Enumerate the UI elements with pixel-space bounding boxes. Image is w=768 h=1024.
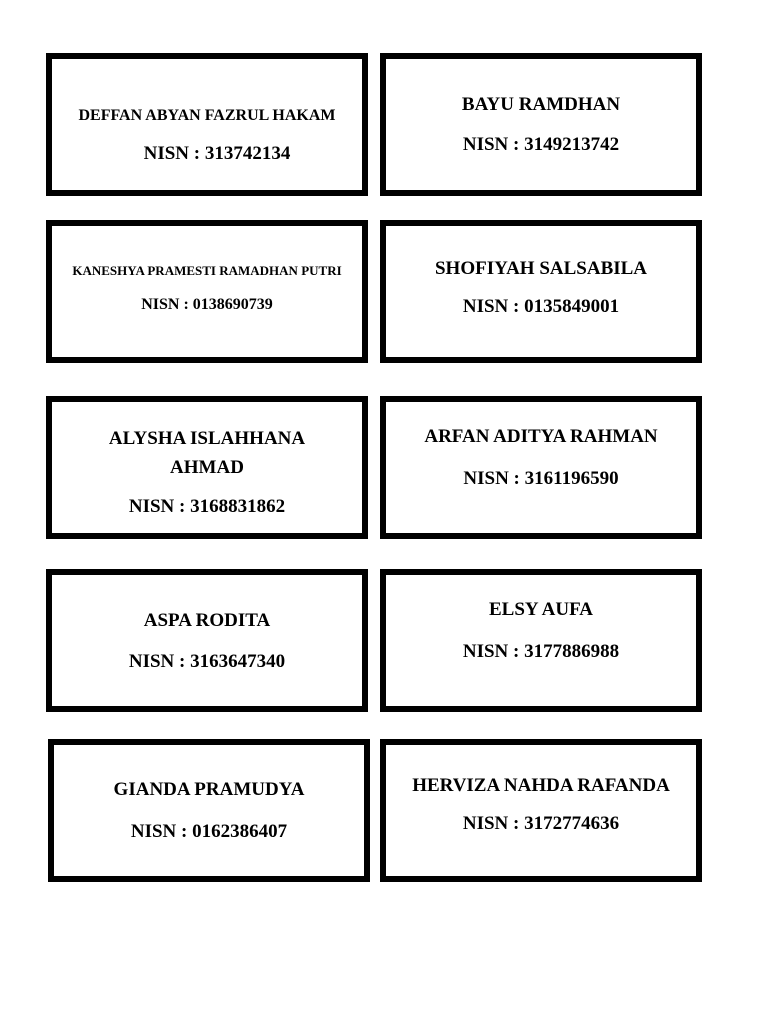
student-nisn: NISN : 3161196590 [463,468,619,489]
student-nisn: NISN : 3149213742 [462,134,620,155]
student-name: ELSY AUFA [489,599,593,620]
student-name: KANESHYA PRAMESTI RAMADHAN PUTRI [72,263,342,278]
student-nisn: NISN : 313742134 [143,143,291,164]
name-card [46,396,368,539]
student-nisn: NISN : 3172774636 [462,813,620,834]
student-name: ASPA RODITA [143,610,271,631]
student-nisn: NISN : 0135849001 [462,296,620,317]
student-nisn: NISN : 3168831862 [128,496,286,517]
name-card [380,396,702,539]
student-name: GIANDA PRAMUDYA [113,779,305,800]
name-card [380,739,702,882]
name-card [46,220,368,363]
student-nisn: NISN : 0138690739 [141,296,273,313]
name-card [380,220,702,363]
student-nisn: NISN : 3163647340 [128,651,286,672]
student-name: ALYSHA ISLAHHANA AHMAD [108,428,306,478]
student-name: HERVIZA NAHDA RAFANDA [412,775,670,796]
name-card [48,739,370,882]
name-card [380,53,702,196]
student-name: BAYU RAMDHAN [461,94,621,115]
name-card [46,53,368,196]
student-name: DEFFAN ABYAN FAZRUL HAKAM [78,107,336,124]
name-card [46,569,368,712]
student-name: SHOFIYAH SALSABILA [434,258,648,279]
name-card [380,569,702,712]
student-nisn: NISN : 0162386407 [130,821,288,842]
student-nisn: NISN : 3177886988 [462,641,620,662]
student-name: ARFAN ADITYA RAHMAN [424,426,658,447]
